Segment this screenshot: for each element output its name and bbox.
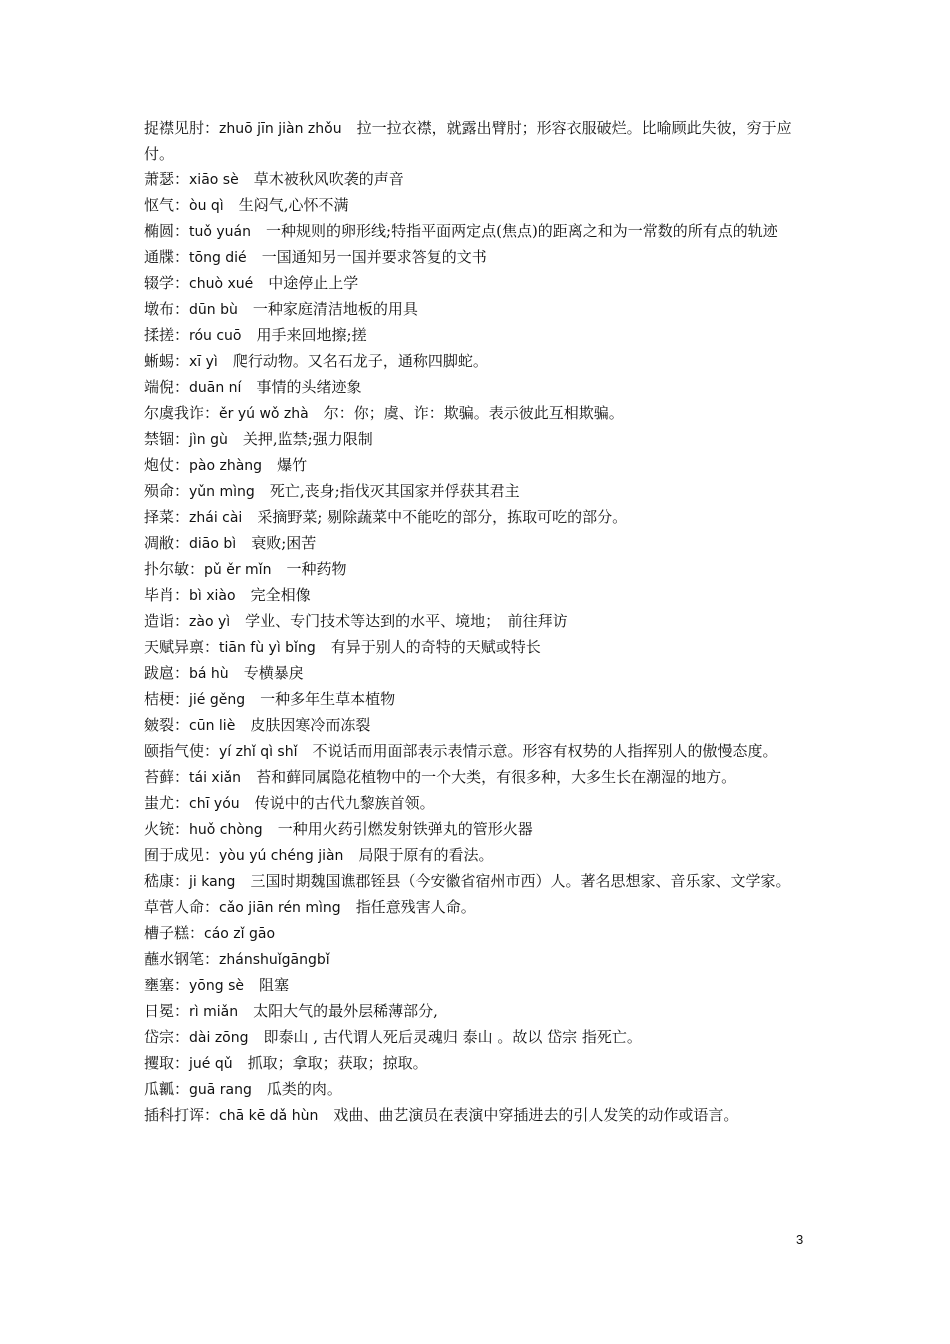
vocabulary-entry [144,453,810,479]
entry-term: 炮仗： [144,456,190,474]
vocabulary-entry [144,687,810,713]
entry-definition: 死亡,丧身;指伐灭其国家并俘获其君主 [269,482,520,500]
entry-definition: 爬行动物。又名石龙子，通称四脚蛇。 [232,352,488,370]
entry-definition: 一种药物 [286,560,347,578]
vocabulary-entry [144,297,810,323]
vocabulary-entry [144,167,810,193]
vocabulary-entry [144,323,810,349]
entry-term: 椭圆： [144,222,190,240]
entry-definition: 有异于别人的奇特的天赋或特长 [330,638,541,656]
entry-pinyin: chā kē dǎ hùn [219,1108,319,1124]
entry-pinyin: òu qì [189,198,224,214]
entry-term: 通牒： [144,248,190,266]
vocabulary-entry [144,531,810,557]
entry-definition: 传说中的古代九黎族首领。 [254,794,435,812]
entry-term: 瓜瓤： [144,1080,190,1098]
vocabulary-entry [144,557,810,583]
entry-pinyin: ěr yú wǒ zhà [219,406,309,422]
entry-definition: 事情的头绪迹象 [256,378,362,396]
entry-pinyin: cūn liè [189,718,236,734]
entry-definition: 太阳大气的最外层稀薄部分, [253,1002,438,1020]
vocabulary-entry [144,765,810,791]
entry-pinyin: tuǒ yuán [189,224,252,240]
vocabulary-entry [144,635,810,661]
entry-pinyin: xiāo sè [189,172,239,188]
vocabulary-entry [144,999,810,1025]
entry-definition: 苔和藓同属隐花植物中的一个大类，有很多种，大多生长在潮湿的地方。 [256,768,737,786]
entry-pinyin: cǎo jiān rén mìng [219,900,341,916]
entry-term: 墩布： [144,300,190,318]
entry-definition: 三国时期魏国谯郡铚县（今安徽省宿州市西）人。著名思想家、音乐家、文学家。 [250,872,791,890]
entry-definition: 一种家庭清洁地板的用具 [252,300,418,318]
vocabulary-entry [144,1025,810,1051]
vocabulary-entry [144,583,810,609]
vocabulary-entry [144,271,810,297]
entry-pinyin: zhuō jīn jiàn zhǒu [219,121,342,137]
entry-pinyin: pǔ ěr mǐn [204,562,272,578]
entry-pinyin: zào yì [189,614,231,630]
entry-definition: 指任意残害人命。 [355,898,476,916]
vocabulary-entry [144,661,810,687]
entry-definition: 中途停止上学 [268,274,359,292]
entry-pinyin: bì xiào [189,588,236,604]
entry-definition: 生闷气,心怀不满 [238,196,349,214]
vocabulary-entry [144,843,810,869]
entry-pinyin: zhái cài [189,510,243,526]
entry-pinyin: tiān fù yì bǐng [219,640,316,656]
vocabulary-entry [144,869,810,895]
entry-term: 萧瑟： [144,170,190,188]
vocabulary-entry [144,116,810,167]
entry-term: 草菅人命： [144,898,220,916]
entry-definition: 学业、专门技术等达到的水平、境地； 前往拜访 [245,612,568,630]
entry-term: 毕肖： [144,586,190,604]
entry-definition: 完全相像 [250,586,311,604]
entry-definition: 衰败;困苦 [251,534,317,552]
entry-pinyin: duān ní [189,380,242,396]
entry-pinyin: tái xiǎn [189,770,242,786]
entry-term: 造诣： [144,612,190,630]
entry-pinyin: ji kang [189,874,236,890]
vocabulary-list [144,116,810,1129]
entry-pinyin: zhánshuǐgāngbǐ [219,952,330,968]
vocabulary-entry [144,193,810,219]
entry-definition: 用手来回地擦;搓 [256,326,367,344]
entry-definition: 瓜类的肉。 [266,1080,342,1098]
entry-pinyin: diāo bì [189,536,237,552]
entry-definition: 一种多年生草本植物 [260,690,396,708]
entry-term: 禁锢： [144,430,190,448]
vocabulary-entry [144,947,810,973]
vocabulary-entry [144,375,810,401]
vocabulary-entry [144,921,810,947]
vocabulary-entry [144,713,810,739]
entry-pinyin: yǔn mìng [189,484,255,500]
vocabulary-entry [144,817,810,843]
entry-pinyin: guā rang [189,1082,252,1098]
entry-pinyin: tōng dié [189,250,247,266]
entry-pinyin: pào zhàng [189,458,263,474]
entry-definition: 抓取；拿取；获取；掠取。 [247,1054,428,1072]
entry-term: 辍学： [144,274,190,292]
entry-term: 捉襟见肘： [144,119,220,137]
entry-term: 端倪： [144,378,190,396]
entry-pinyin: bá hù [189,666,229,682]
entry-pinyin: yòu yú chéng jiàn [219,848,344,864]
entry-definition: 戏曲、曲艺演员在表演中穿插进去的引人发笑的动作或语言。 [333,1106,739,1124]
vocabulary-entry [144,349,810,375]
entry-pinyin: chuò xué [189,276,254,292]
entry-pinyin: yí zhǐ qì shǐ [219,744,298,760]
entry-definition: 即泰山 , 古代谓人死后灵魂归 泰山 。故以 岱宗 指死亡。 [263,1028,642,1046]
entry-definition: 关押,监禁;强力限制 [242,430,373,448]
entry-term: 凋敝： [144,534,190,552]
entry-term: 扑尔敏： [144,560,205,578]
entry-pinyin: jìn gù [189,432,228,448]
entry-pinyin: huǒ chòng [189,822,263,838]
vocabulary-entry [144,609,810,635]
entry-term: 火铳： [144,820,190,838]
entry-term: 蚩尤： [144,794,190,812]
vocabulary-entry [144,219,810,245]
vocabulary-entry [144,1077,810,1103]
vocabulary-entry [144,427,810,453]
entry-term: 蜥蜴： [144,352,190,370]
vocabulary-entry [144,895,810,921]
entry-definition: 爆竹 [277,456,308,474]
vocabulary-entry [144,739,810,765]
entry-term: 择菜： [144,508,190,526]
entry-definition: 专横暴戾 [243,664,304,682]
entry-pinyin: jué qǔ [189,1056,233,1072]
entry-pinyin: xī yì [189,354,218,370]
entry-pinyin: rì miǎn [189,1004,239,1020]
vocabulary-entry [144,401,810,427]
entry-pinyin: yōng sè [189,978,244,994]
entry-pinyin: jié gěng [189,692,246,708]
entry-term: 壅塞： [144,976,190,994]
entry-term: 囿于成见： [144,846,220,864]
entry-definition: 一种规则的卵形线;特指平面两定点(焦点)的距离之和为一常数的所有点的轨迹 [266,222,778,240]
entry-term: 颐指气使： [144,742,220,760]
vocabulary-entry [144,1051,810,1077]
entry-definition: 尔：你；虞、诈：欺骗。表示彼此互相欺骗。 [323,404,624,422]
entry-term: 日冕： [144,1002,190,1020]
entry-definition: 不说话而用面部表示表情示意。形容有权势的人指挥别人的傲慢态度。 [312,742,778,760]
entry-definition: 一种用火药引燃发射铁弹丸的管形火器 [277,820,533,838]
vocabulary-entry [144,479,810,505]
entry-pinyin: róu cuō [189,328,242,344]
entry-pinyin: dài zōng [189,1030,249,1046]
entry-term: 殒命： [144,482,190,500]
entry-definition: 阻塞 [259,976,290,994]
entry-pinyin: dūn bù [189,302,238,318]
entry-term: 跋扈： [144,664,190,682]
entry-term: 皴裂： [144,716,190,734]
entry-pinyin: chī yóu [189,796,240,812]
vocabulary-entry [144,505,810,531]
entry-term: 怄气： [144,196,190,214]
entry-term: 天赋异禀： [144,638,220,656]
entry-definition: 草木被秋风吹袭的声音 [253,170,404,188]
entry-term: 揉搓： [144,326,190,344]
entry-definition: 皮肤因寒冷而冻裂 [250,716,371,734]
entry-term: 槽子糕： [144,924,205,942]
entry-definition: 采摘野菜; 剔除蔬菜中不能吃的部分，拣取可吃的部分。 [257,508,628,526]
entry-term: 苔藓： [144,768,190,786]
vocabulary-entry [144,245,810,271]
entry-term: 攫取： [144,1054,190,1072]
entry-term: 桔梗： [144,690,190,708]
entry-definition: 局限于原有的看法。 [358,846,494,864]
entry-term: 尔虞我诈： [144,404,220,422]
vocabulary-entry [144,791,810,817]
entry-term: 蘸水钢笔： [144,950,220,968]
entry-pinyin: cáo zǐ gāo [204,926,276,942]
entry-term: 嵇康： [144,872,190,890]
vocabulary-entry [144,973,810,999]
entry-term: 插科打诨： [144,1106,220,1124]
vocabulary-entry [144,1103,810,1129]
entry-definition: 拉一拉衣襟，就露出臂肘；形容衣服破烂。比喻顾此失彼，穷于应付。 [144,119,792,163]
entry-definition: 一国通知另一国并要求答复的文书 [261,248,487,266]
page-number: 3 [796,1232,804,1247]
entry-term: 岱宗： [144,1028,190,1046]
